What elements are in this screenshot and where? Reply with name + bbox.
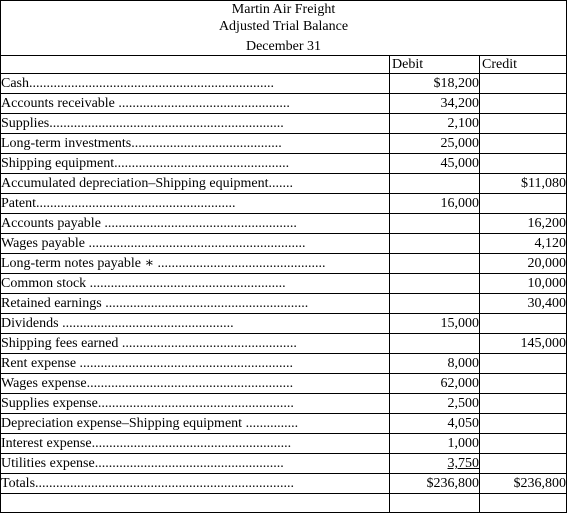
dot-leader: .................................................. xyxy=(118,336,297,351)
credit-amount xyxy=(480,374,567,394)
account-name: Supplies expense xyxy=(1,396,98,411)
dot-leader: .............................................................. xyxy=(85,236,306,251)
dot-leader: ........................................................ xyxy=(97,396,294,411)
credit-amount xyxy=(480,194,567,214)
debit-amount: $18,200 xyxy=(390,74,480,94)
dot-leader: ......................................................... xyxy=(91,436,292,451)
dot-leader: ............................................................. xyxy=(76,356,294,371)
table-row xyxy=(1,114,567,134)
account-name-cell xyxy=(1,474,390,494)
credit-amount xyxy=(480,134,567,154)
dot-leader: ................................................. xyxy=(58,316,234,331)
table-row xyxy=(1,354,567,374)
account-name-cell xyxy=(1,414,390,434)
debit-amount: 34,200 xyxy=(390,94,480,114)
debit-amount: 15,000 xyxy=(390,314,480,334)
account-name-cell xyxy=(1,114,390,134)
dot-leader: ........................................................ xyxy=(86,276,286,291)
credit-amount: $236,800 xyxy=(480,474,567,494)
debit-amount: 25,000 xyxy=(390,134,480,154)
credit-amount xyxy=(480,414,567,434)
dot-leader: ...................................................... xyxy=(94,456,284,471)
account-name: Cash xyxy=(1,76,29,91)
credit-amount: 20,000 xyxy=(480,254,567,274)
account-name-cell xyxy=(1,154,390,174)
debit-amount: 2,500 xyxy=(390,394,480,414)
table-row xyxy=(1,234,567,254)
table-row xyxy=(1,474,567,494)
table-row xyxy=(1,174,567,194)
header-row-company xyxy=(1,1,567,19)
table-row xyxy=(1,394,567,414)
credit-amount xyxy=(480,154,567,174)
debit-amount xyxy=(390,274,480,294)
dot-leader: ....... xyxy=(268,176,293,191)
table-row xyxy=(1,94,567,114)
debit-amount: 62,000 xyxy=(390,374,480,394)
account-column-header xyxy=(1,56,390,74)
empty-cell xyxy=(1,494,390,513)
table-row xyxy=(1,434,567,454)
debit-amount: $236,800 xyxy=(390,474,480,494)
debit-amount: 2,100 xyxy=(390,114,480,134)
credit-amount: 16,200 xyxy=(480,214,567,234)
account-name: Retained earnings xyxy=(1,296,102,311)
account-name: Shipping equipment xyxy=(1,156,115,171)
debit-amount xyxy=(390,234,480,254)
account-name-cell xyxy=(1,314,390,334)
account-name: Long-term notes payable ∗ xyxy=(1,256,154,271)
debit-amount: 16,000 xyxy=(390,194,480,214)
account-name-cell xyxy=(1,254,390,274)
debit-amount: 8,000 xyxy=(390,354,480,374)
credit-amount xyxy=(480,94,567,114)
account-name-cell xyxy=(1,214,390,234)
column-header-row xyxy=(1,56,567,74)
credit-amount xyxy=(480,434,567,454)
table-row xyxy=(1,374,567,394)
credit-amount xyxy=(480,354,567,374)
dot-leader: ............... xyxy=(242,416,299,431)
dot-leader: .................................................. xyxy=(114,156,290,171)
table-row xyxy=(1,454,567,474)
debit-column-header: Debit xyxy=(390,56,480,74)
dot-leader: ....................................................... xyxy=(100,216,297,231)
credit-amount: 30,400 xyxy=(480,294,567,314)
dot-leader: .......................................................................... xyxy=(35,476,295,491)
account-name-cell xyxy=(1,134,390,154)
table-row xyxy=(1,334,567,354)
account-name: Long-term investments xyxy=(1,136,132,151)
table-row xyxy=(1,274,567,294)
report-title: Adjusted Trial Balance xyxy=(1,18,567,35)
empty-cell xyxy=(390,494,480,513)
debit-amount: 3,750 xyxy=(390,454,480,474)
account-name-cell xyxy=(1,194,390,214)
account-name-cell xyxy=(1,174,390,194)
table-row xyxy=(1,154,567,174)
account-name: Common stock xyxy=(1,276,87,291)
dot-leader: ................................................ xyxy=(153,256,326,271)
empty-row xyxy=(1,494,567,513)
debit-amount xyxy=(390,174,480,194)
dot-leader: ........................................................... xyxy=(86,376,294,391)
account-name-cell xyxy=(1,374,390,394)
account-name: Wages payable xyxy=(1,236,85,251)
company-name: Martin Air Freight xyxy=(1,1,567,19)
table-row xyxy=(1,254,567,274)
table-row xyxy=(1,194,567,214)
credit-amount xyxy=(480,394,567,414)
dot-leader: ......................................................... xyxy=(36,196,236,211)
credit-amount xyxy=(480,114,567,134)
account-name: Supplies xyxy=(1,116,50,131)
account-name-cell xyxy=(1,294,390,314)
account-name: Accumulated depreciation–Shipping equipment xyxy=(1,176,269,191)
credit-amount xyxy=(480,74,567,94)
table-row xyxy=(1,314,567,334)
debit-amount xyxy=(390,254,480,274)
credit-amount: $11,080 xyxy=(480,174,567,194)
dot-leader: .......................................................... xyxy=(101,296,309,311)
account-name: Patent xyxy=(1,196,36,211)
table-row xyxy=(1,294,567,314)
account-name: Depreciation expense–Shipping equipment xyxy=(1,416,243,431)
credit-amount xyxy=(480,314,567,334)
report-date: December 31 xyxy=(1,35,567,56)
table-row xyxy=(1,134,567,154)
dot-leader: ........................................... xyxy=(131,136,282,151)
account-name-cell xyxy=(1,434,390,454)
account-name-cell xyxy=(1,394,390,414)
dot-leader: ................................................. xyxy=(114,96,290,111)
account-name: Rent expense xyxy=(1,356,77,371)
account-name-cell xyxy=(1,74,390,94)
account-name: Accounts payable xyxy=(1,216,101,231)
account-name: Wages expense xyxy=(1,376,87,391)
account-name-cell xyxy=(1,274,390,294)
header-row-report xyxy=(1,18,567,35)
credit-amount xyxy=(480,454,567,474)
account-name-cell xyxy=(1,94,390,114)
table-row xyxy=(1,414,567,434)
credit-amount: 4,120 xyxy=(480,234,567,254)
account-name-cell xyxy=(1,334,390,354)
account-name: Totals xyxy=(1,476,36,491)
account-name: Interest expense xyxy=(1,436,92,451)
account-name: Accounts receivable xyxy=(1,96,115,111)
debit-amount xyxy=(390,214,480,234)
debit-amount xyxy=(390,334,480,354)
account-name-cell xyxy=(1,234,390,254)
header-row-date xyxy=(1,35,567,56)
dot-leader: ................................................................... xyxy=(49,116,284,131)
debit-amount xyxy=(390,294,480,314)
table-row xyxy=(1,214,567,234)
debit-amount: 1,000 xyxy=(390,434,480,454)
credit-column-header: Credit xyxy=(480,56,567,74)
account-name: Shipping fees earned xyxy=(1,336,119,351)
credit-amount: 10,000 xyxy=(480,274,567,294)
credit-amount: 145,000 xyxy=(480,334,567,354)
account-name-cell xyxy=(1,354,390,374)
account-name-cell xyxy=(1,454,390,474)
debit-amount: 4,050 xyxy=(390,414,480,434)
empty-cell xyxy=(480,494,567,513)
account-name: Utilities expense xyxy=(1,456,95,471)
debit-amount: 45,000 xyxy=(390,154,480,174)
dot-leader: ...................................................................... xyxy=(29,76,274,91)
account-name: Dividends xyxy=(1,316,59,331)
table-row xyxy=(1,74,567,94)
